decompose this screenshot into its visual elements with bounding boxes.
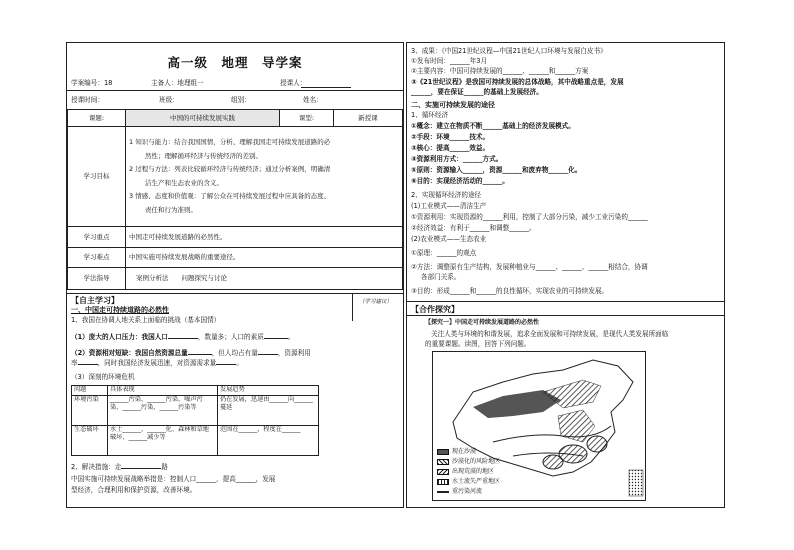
blank[interactable] (264, 338, 288, 339)
goal-line: 洁生产和生态农业的含义。 (145, 178, 223, 187)
rate-text: 率 (71, 359, 78, 367)
road-text: 路 (161, 463, 168, 471)
desertification-swatch (437, 459, 449, 465)
page-title: 高一级 地理 导学案 (167, 55, 303, 70)
resource-line-2 (71, 359, 243, 367)
demand-text: ，同时我国经济发展迅速，对资源需求量 (97, 359, 217, 367)
env-header: 问题 (72, 386, 108, 396)
divider (67, 90, 403, 91)
cooperation-header: 【合作探究】 (411, 305, 459, 314)
strategy-line-2: 型经济，合理利用和保护资源，改善环境。 (71, 486, 197, 494)
class-label: 班级： (159, 96, 179, 104)
agenda-line: ③《21世纪议程》是我国可持续发展的总体战略，其中战略重点是，发展 (411, 78, 624, 86)
core-line: ③核心：提高______效益。 (411, 144, 490, 152)
legend-label: 沙漠化的风险地区 (452, 458, 501, 465)
blank[interactable] (78, 364, 98, 365)
topic-label: 课题: (68, 110, 126, 127)
legend-label: 出现荒漠的地区 (452, 468, 495, 475)
resource-text-2: ，资源利用 (277, 349, 311, 357)
agri-method: ②方法：调整原有生产结构，发展种植业与______、______、______相结合，协调 (411, 263, 648, 271)
left-page (66, 42, 404, 508)
goal-line: 1 知识与能力：结合我国国情，分析、理解我国走可持续发展道路的必 (129, 138, 331, 146)
note-divider (352, 293, 353, 321)
group-label: 组别： (231, 96, 251, 104)
type-value: 新授课 (334, 110, 403, 127)
key-value: 中国走可持续发展道路的必然性。 (126, 227, 403, 248)
measure-line (71, 463, 168, 471)
legend-item (437, 468, 494, 475)
legend-label: 水土流失严重地区 (452, 478, 501, 485)
polluted-zone (543, 455, 563, 469)
lesson-table (67, 109, 403, 290)
key-label: 学习重点 (68, 227, 126, 248)
agri-method-2: 各部门关系。 (421, 273, 461, 281)
case-number: 学案编号：18 (71, 79, 113, 87)
resource-label: （2）资源相对短缺：我国自然资源总量 (71, 349, 188, 357)
legend-item (437, 488, 482, 495)
env-cell: 环境污染 (72, 395, 108, 425)
method-label: 学法指导 (68, 268, 126, 290)
concept-line: ①概念：建立在物质不断______基础上的经济发展模式。 (411, 122, 575, 130)
resource-use: ①资源利用：实现资源的______利用，控制了大部分污染，减少工业污染的______ (411, 213, 648, 221)
blank[interactable] (216, 364, 236, 365)
self-study-header: 【自主学习】 (71, 296, 119, 305)
type-label: 课型: (280, 110, 334, 127)
main-content: ②主要内容：中国可持续发展的______、______和______方案 (411, 67, 589, 75)
time-label: 授课时间： (71, 96, 104, 104)
agri-purpose: ③目的：形成______和______的良性循环，实现农业的可持续发展。 (411, 287, 609, 295)
circular-economy: 1、循环经济 (411, 111, 449, 119)
river-swatch (437, 490, 449, 493)
inquiry-text-2: 的重要课题。读图，回答下列问题。 (425, 340, 531, 348)
section-two-title: 二、实施可持续发展的途径 (411, 101, 495, 109)
side-note: （学习建议） (359, 299, 393, 305)
resource-text: ，但人均占有量 (211, 349, 258, 357)
blank[interactable] (168, 338, 198, 339)
divider (407, 301, 724, 302)
agri-mode: (2)农业模式——生态农业 (411, 235, 487, 243)
env-cell: 水土______、______化、森林和草地破坏、______减少等 (108, 425, 218, 455)
right-page (406, 42, 725, 508)
goals-cell (126, 127, 403, 227)
achievements-line: 3、成果：《中国21世纪议程—中国21世纪人口环境与发展白皮书》 (411, 47, 607, 55)
desert-swatch (437, 449, 449, 455)
goals-label: 学习目标 (68, 127, 126, 227)
blank[interactable] (121, 468, 161, 469)
legend-item (437, 478, 500, 485)
blank[interactable] (258, 354, 278, 355)
preparer: 主备人：地理组一 (151, 79, 204, 87)
legend-label: 现在沙漠 (452, 448, 477, 455)
period: 。 (236, 359, 243, 367)
population-line (71, 333, 294, 341)
china-map (432, 351, 646, 501)
topic-value: 中国的可持续发展实践 (126, 110, 280, 127)
challenge-intro: 1、我国在协调人地关系上面临的挑战（基本国情） (71, 316, 221, 324)
env-cell: 生态破坏 (72, 425, 108, 455)
agenda-line-2: ______，要在保证______的基础上发展经济。 (411, 88, 543, 96)
economic-benefit: ②经济效益：有利于______和调整______。 (411, 224, 536, 232)
principle-line: ⑤原则：资源输入______，资源______和废弃物______化。 (411, 166, 582, 174)
env-cell: 仍在发展，迅速由______向______蔓延 (218, 395, 319, 425)
teacher-blank[interactable] (301, 87, 351, 88)
inquiry-text: 关注人类与环境的和谐发展，追求全面发展和可持续发展，是现代人类发展所面临 (431, 330, 669, 338)
legend-item (437, 458, 500, 465)
difficulty-value: 中国实施可持续发展战略的重要途径。 (126, 248, 403, 268)
means-line: ②手段：环境______技术。 (411, 133, 490, 141)
south-sea-inset (629, 470, 643, 496)
period: 。 (287, 333, 295, 341)
goal-line: 2 过程与方法：列表比较循环经济与传统经济；通过分析案例，明确清 (129, 165, 331, 173)
env-header: 发展趋势 (218, 386, 319, 396)
ways-title: 2、实现循环经济的途径 (411, 191, 482, 199)
polluted-zone (587, 436, 607, 452)
divider (407, 315, 724, 316)
agri-principle: ①原理：______的观点 (411, 249, 477, 257)
goal-line: 3 情感、态度和价值观：了解公众在可持续发展过程中应具备的态度、 (129, 192, 331, 200)
env-cell: ______污染、______污染、噪声污染、______污染、______污染等 (108, 395, 218, 425)
env-crisis-label: （3）深刻的环境危机 (71, 373, 135, 381)
legend-item (437, 448, 476, 455)
goal-line: 然性；理解循环经济与传统经济的差别。 (145, 151, 262, 160)
method-value: 案例分析法 问题探究与讨论 (126, 268, 403, 290)
usage-line: ④资源利用方式：______方式。 (411, 155, 503, 163)
blank[interactable] (188, 354, 212, 355)
barren-swatch (437, 469, 449, 475)
env-cell: 范围在______，程度在______ (218, 425, 319, 455)
legend-label: 重污染河流 (452, 488, 483, 495)
name-label: 姓名： (303, 96, 323, 104)
teacher-label: 授课人： (280, 79, 307, 87)
strategy-line: 中国实施可持续发展战略举措是：控制人口______，提高______，发展 (71, 475, 276, 483)
publish-time: ①发布时间：______年3月 (411, 57, 488, 65)
population-text: ，数量多；人口的素质 (197, 333, 264, 341)
environment-table (71, 385, 319, 456)
measure-text: 2、解决措施：走 (71, 463, 122, 471)
difficulty-label: 学习难点 (68, 248, 126, 268)
population-label: （1）庞大的人口压力：我国人口 (71, 333, 168, 341)
inquiry-title: 【探究一】中国走可持续发展道路的必然性 (425, 319, 540, 326)
env-header: 具体表现 (108, 386, 218, 396)
section-one-title: 一、中国走可持续道路的必然性 (71, 306, 169, 314)
industry-mode: (1)工业模式——清洁生产 (411, 202, 487, 210)
purpose-line: ⑥目的：实现经济活动的______。 (411, 177, 509, 185)
goal-line: 责任和行为准则。 (145, 205, 197, 214)
resource-line (71, 349, 311, 357)
erosion-swatch (437, 479, 449, 485)
